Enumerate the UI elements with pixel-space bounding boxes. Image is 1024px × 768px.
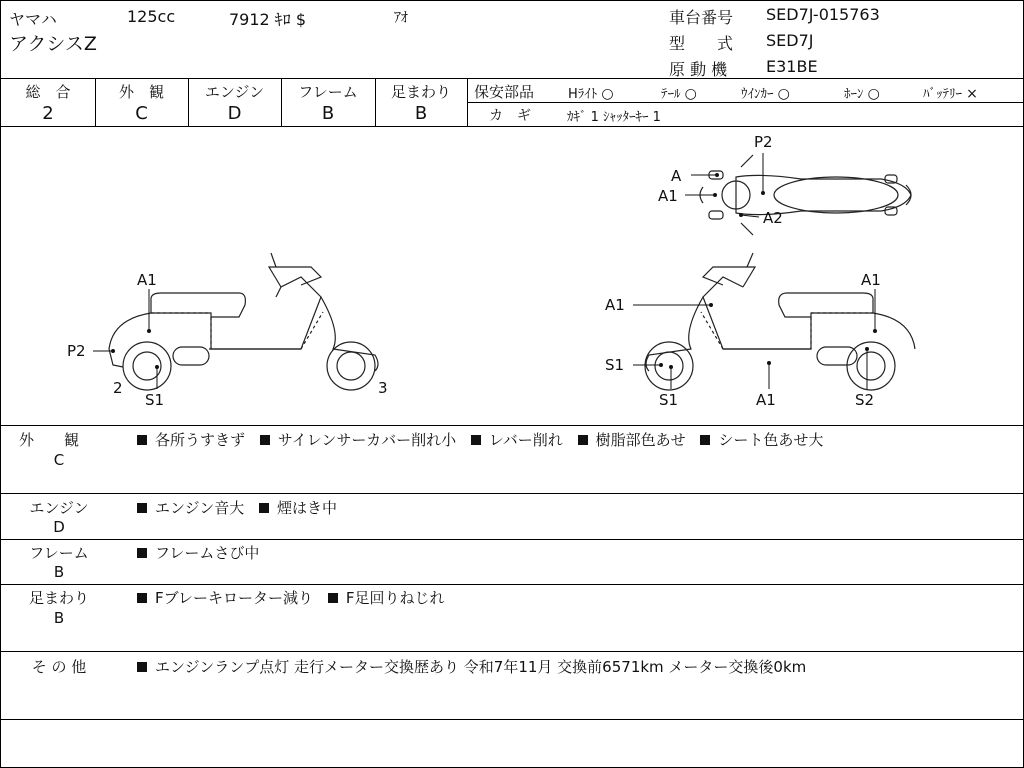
safety-horn: ﾎｰﾝ ○: [844, 86, 880, 102]
mileage: 7912 ｷﾛ $: [229, 10, 307, 29]
safety-battery: ﾊﾞｯﾃﾘｰ ×: [923, 86, 978, 102]
section-suspension-items: Fブレーキローター減り F足回りねじれ: [137, 587, 444, 608]
section-frame-items: フレームさび中: [137, 542, 259, 563]
grade-engine: エンジン D: [204, 83, 265, 124]
right-label-a1-bottom: A1: [756, 391, 776, 409]
engine-label: 原 動 機: [669, 60, 728, 79]
grade-exterior: 外 観 C: [118, 83, 164, 124]
section-frame-title: フレーム: [29, 544, 89, 562]
section-engine-items: エンジン音大 煙はき中: [137, 497, 337, 518]
section-engine-title: エンジン: [29, 499, 89, 517]
top-label-p2: P2: [754, 133, 773, 151]
section-other-items: エンジンランプ点灯 走行メーター交換歴あり 令和7年11月 交換前6571km メーター交換後0km: [137, 656, 806, 677]
top-label-a: A: [671, 167, 682, 185]
model-label: 型 式: [669, 34, 734, 53]
scooter-diagrams: [1, 127, 1023, 425]
right-label-s2: S2: [855, 391, 875, 409]
model-name: アクシスZ: [9, 33, 97, 55]
section-frame-grade: B: [53, 563, 65, 581]
section-other-title: そ の 他: [31, 658, 87, 676]
grade-frame: フレーム B: [298, 83, 358, 124]
left-label-2: 2: [113, 379, 123, 397]
right-label-s1-bottom: S1: [659, 391, 679, 409]
maker: ヤマハ: [9, 10, 57, 29]
safety-tail: ﾃｰﾙ ○: [661, 86, 697, 102]
frame-no: SED7J-015763: [766, 5, 880, 24]
top-label-a2: A2: [763, 209, 783, 227]
section-exterior-items: 各所うすきず サイレンサーカバー削れ小 レバー削れ 樹脂部色あせ シート色あせ大: [137, 429, 823, 450]
section-exterior-grade: C: [53, 451, 65, 469]
key-value: ｶｷﾞ 1 ｼｬｯﾀｰｷｰ 1: [567, 110, 661, 125]
safety-label: 保安部品: [474, 83, 535, 101]
right-label-a1-rear: A1: [861, 271, 881, 289]
top-view-scooter: [700, 155, 911, 235]
right-label-a1-front: A1: [605, 296, 625, 314]
left-label-s1: S1: [145, 391, 165, 409]
left-label-3: 3: [378, 379, 388, 397]
top-label-a1: A1: [658, 187, 678, 205]
displacement: 125cc: [127, 7, 176, 26]
section-suspension-title: 足まわり: [28, 589, 89, 607]
color: ｱｵ: [394, 10, 408, 26]
section-exterior-title: 外 観: [19, 431, 80, 449]
grade-suspension: 足まわり B: [390, 83, 451, 124]
key-label: カ ギ: [489, 108, 531, 124]
section-suspension-grade: B: [53, 609, 65, 627]
right-label-s1-side: S1: [605, 356, 625, 374]
engine-code: E31BE: [766, 57, 818, 76]
left-label-a1: A1: [137, 271, 157, 289]
grade-overall: 総 合 2: [25, 83, 71, 124]
safety-headlight: Hﾗｲﾄ ○: [568, 86, 614, 102]
model-code: SED7J: [766, 31, 814, 50]
left-label-p2: P2: [67, 342, 86, 360]
safety-winker: ｳｲﾝｶｰ ○: [741, 86, 790, 102]
section-engine-grade: D: [53, 518, 65, 536]
frame-no-label: 車台番号: [669, 8, 734, 27]
